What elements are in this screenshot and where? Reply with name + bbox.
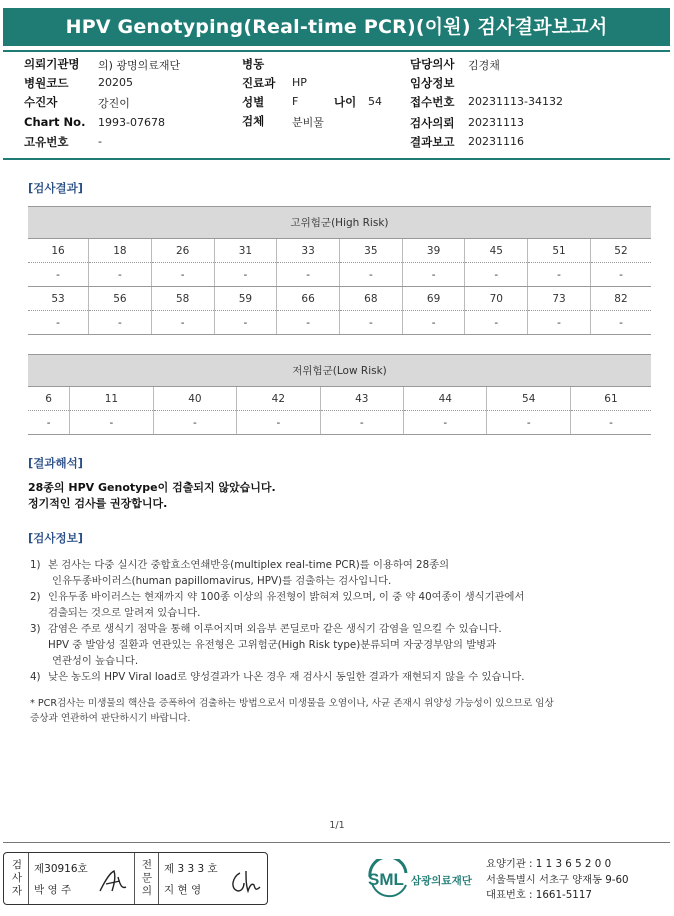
ward-label: 병동	[242, 57, 265, 71]
test-info-item	[30, 589, 640, 621]
hpv-result: -	[465, 311, 528, 335]
hpv-result: -	[528, 263, 591, 287]
hpv-result: -	[214, 263, 277, 287]
age-value: 54	[368, 95, 382, 108]
age-label: 나이	[334, 95, 357, 109]
chart-no-value: 1993-07678	[98, 116, 165, 129]
hpv-type: 52	[590, 239, 651, 263]
signature-box	[3, 852, 268, 905]
specimen-value: 분비물	[292, 116, 324, 129]
pcr-footnote	[30, 696, 645, 726]
doctor-label: 담당의사	[410, 57, 455, 71]
item-line: 인유두종바이러스(human papillomavirus, HPV)를 검출하는 검사입니다.	[52, 575, 392, 587]
hpv-type: 66	[277, 287, 340, 311]
hpv-type: 69	[402, 287, 465, 311]
item-line: 인유두종 바이러스는 현재까지 약 100종 이상의 유전형이 밝혀져 있으며, 이 중 약 40여종이 생식기관에서	[48, 591, 525, 603]
hpv-result: -	[28, 263, 89, 287]
recipient-label: 수진자	[24, 95, 58, 109]
dept-label: 진료과	[242, 76, 276, 90]
receipt-label: 접수번호	[410, 95, 455, 109]
specimen-label: 검체	[242, 114, 265, 128]
hpv-type: 18	[89, 239, 152, 263]
logo-mark-icon	[366, 859, 481, 899]
hpv-result: -	[28, 311, 89, 335]
sex-label: 성별	[242, 95, 265, 109]
request-label: 검사의뢰	[410, 116, 455, 130]
dept-value: HP	[292, 76, 307, 89]
hpv-result: -	[277, 263, 340, 287]
test-info-item	[30, 557, 640, 589]
high-risk-types-row-1	[28, 239, 651, 263]
hpv-type: 54	[487, 387, 570, 411]
hpv-result: -	[151, 263, 214, 287]
hpv-result: -	[28, 411, 70, 435]
reviewer-label: 전문의	[141, 859, 153, 897]
hpv-type: 33	[277, 239, 340, 263]
hpv-type: 26	[151, 239, 214, 263]
high-risk-results-row-2	[28, 311, 651, 335]
hpv-result: -	[404, 411, 487, 435]
item-line: HPV 중 발암성 질환과 연관있는 유전형은 고위험군(High Risk type)분류되며 자궁경부암의 발병과	[48, 639, 497, 651]
hpv-type: 58	[151, 287, 214, 311]
hpv-type: 43	[320, 387, 403, 411]
reviewer-license: 제 3 3 3 호	[164, 863, 218, 875]
hpv-type: 51	[528, 239, 591, 263]
patient-info	[24, 56, 664, 156]
hpv-result: -	[528, 311, 591, 335]
institution-value: 의) 광명의료재단	[98, 59, 181, 72]
hpv-type: 6	[28, 387, 70, 411]
hpv-result: -	[151, 311, 214, 335]
tester-license: 제30916호	[34, 863, 88, 875]
hospital-code-label: 병원코드	[24, 76, 69, 90]
title-divider	[3, 50, 670, 52]
test-info-section-title: [검사정보]	[28, 531, 83, 545]
org-info	[486, 857, 629, 904]
receipt-value: 20231113-34132	[468, 95, 563, 108]
item-line: 감염은 주로 생식기 점막을 통해 이루어지며 외음부 콘딜로마 같은 생식기 감염을 일으킬 수 있습니다.	[48, 623, 502, 635]
hpv-result: -	[402, 311, 465, 335]
interpretation-line-2: 정기적인 검사를 권장합니다.	[28, 497, 168, 510]
test-info-list	[30, 557, 640, 685]
footnote-line: * PCR검사는 미생물의 핵산을 증폭하여 검출하는 방법으로서 미생물을 오염이나, 사균 존재시 위양성 가능성이 있으므로 임상	[30, 698, 554, 709]
logo-org-name: 삼광의료재단	[411, 875, 472, 887]
unique-no-label: 고유번호	[24, 135, 69, 149]
reviewer-signature	[226, 867, 264, 897]
logo-abbr: SML	[368, 870, 404, 889]
hpv-type: 73	[528, 287, 591, 311]
hpv-result: -	[70, 411, 153, 435]
hpv-result: -	[320, 411, 403, 435]
page-number: 1/1	[329, 820, 345, 831]
item-number: 4)	[30, 671, 41, 683]
interpretation-section-title: [결과해석]	[28, 456, 83, 470]
test-info-item	[30, 621, 640, 669]
low-risk-types-row	[28, 387, 651, 411]
sig-separator	[134, 853, 135, 904]
sig-separator	[158, 853, 159, 904]
org-address: 서울특별시 서초구 양재동 9-60	[486, 873, 629, 886]
hpv-type: 16	[28, 239, 89, 263]
item-line: 검출되는 것으로 알려져 있습니다.	[48, 607, 201, 619]
hpv-type: 56	[89, 287, 152, 311]
hpv-type: 61	[570, 387, 651, 411]
clinical-label: 임상정보	[410, 76, 455, 90]
footer-divider	[3, 842, 670, 843]
hpv-type: 45	[465, 239, 528, 263]
sig-separator	[28, 853, 29, 904]
hpv-result: -	[487, 411, 570, 435]
reviewer-name: 지 현 영	[164, 884, 202, 896]
hpv-result: -	[465, 263, 528, 287]
high-risk-table	[28, 206, 651, 335]
tester-signature	[96, 867, 132, 897]
interpretation-text	[28, 480, 276, 512]
item-line: 낮은 농도의 HPV Viral load로 양성결과가 나온 경우 재 검사시 동일한 결과가 재현되지 않을 수 있습니다.	[48, 671, 525, 683]
hpv-type: 53	[28, 287, 89, 311]
hpv-type: 68	[339, 287, 402, 311]
hpv-type: 31	[214, 239, 277, 263]
item-number: 1)	[30, 559, 41, 571]
tester-name: 박 영 주	[34, 884, 72, 896]
hpv-result: -	[153, 411, 236, 435]
interpretation-line-1: 28종의 HPV Genotype이 검출되지 않았습니다.	[28, 481, 276, 494]
hpv-type: 70	[465, 287, 528, 311]
high-risk-types-row-2	[28, 287, 651, 311]
hpv-type: 42	[237, 387, 320, 411]
high-risk-title: 고위험군(High Risk)	[28, 207, 651, 239]
hospital-code-value: 20205	[98, 76, 133, 89]
hpv-result: -	[237, 411, 320, 435]
sex-value: F	[292, 95, 299, 108]
hpv-type: 82	[590, 287, 651, 311]
hpv-result: -	[590, 311, 651, 335]
report-label: 결과보고	[410, 135, 455, 149]
low-risk-title: 저위험군(Low Risk)	[28, 355, 651, 387]
hpv-result: -	[214, 311, 277, 335]
hpv-type: 11	[70, 387, 153, 411]
hpv-type: 35	[339, 239, 402, 263]
results-section-title: [검사결과]	[28, 181, 83, 195]
hpv-result: -	[339, 311, 402, 335]
item-line: 연관성이 높습니다.	[52, 655, 139, 667]
footnote-line: 증상과 연관하여 판단하시기 바랍니다.	[30, 713, 191, 724]
hpv-result: -	[402, 263, 465, 287]
request-value: 20231113	[468, 116, 524, 129]
unique-no-value: -	[98, 135, 102, 148]
item-number: 2)	[30, 591, 41, 603]
info-divider	[3, 158, 670, 160]
tester-label: 검사자	[11, 859, 23, 897]
high-risk-results-row-1	[28, 263, 651, 287]
hpv-result: -	[570, 411, 651, 435]
low-risk-results-row	[28, 411, 651, 435]
hpv-result: -	[89, 311, 152, 335]
hpv-result: -	[590, 263, 651, 287]
hpv-type: 39	[402, 239, 465, 263]
hpv-result: -	[277, 311, 340, 335]
sml-logo	[366, 859, 481, 899]
recipient-value: 강진이	[98, 97, 130, 110]
care-code: 요양기관 : 1 1 3 6 5 2 0 0	[486, 858, 612, 870]
test-info-item	[30, 669, 640, 685]
hpv-type: 40	[153, 387, 236, 411]
org-phone: 대표번호 : 1661-5117	[486, 889, 592, 901]
report-title: HPV Genotyping(Real-time PCR)(이원) 검사결과보고서	[3, 8, 670, 46]
doctor-value: 김경채	[468, 59, 500, 72]
hpv-type: 59	[214, 287, 277, 311]
item-line: 본 검사는 다중 실시간 중합효소연쇄반응(multiplex real-time PCR)를 이용하여 28종의	[48, 559, 450, 571]
institution-label: 의뢰기관명	[24, 57, 80, 71]
low-risk-table	[28, 354, 651, 435]
hpv-result: -	[89, 263, 152, 287]
report-value: 20231116	[468, 135, 524, 148]
item-number: 3)	[30, 623, 41, 635]
hpv-type: 44	[404, 387, 487, 411]
chart-no-label: Chart No.	[24, 115, 86, 129]
hpv-result: -	[339, 263, 402, 287]
